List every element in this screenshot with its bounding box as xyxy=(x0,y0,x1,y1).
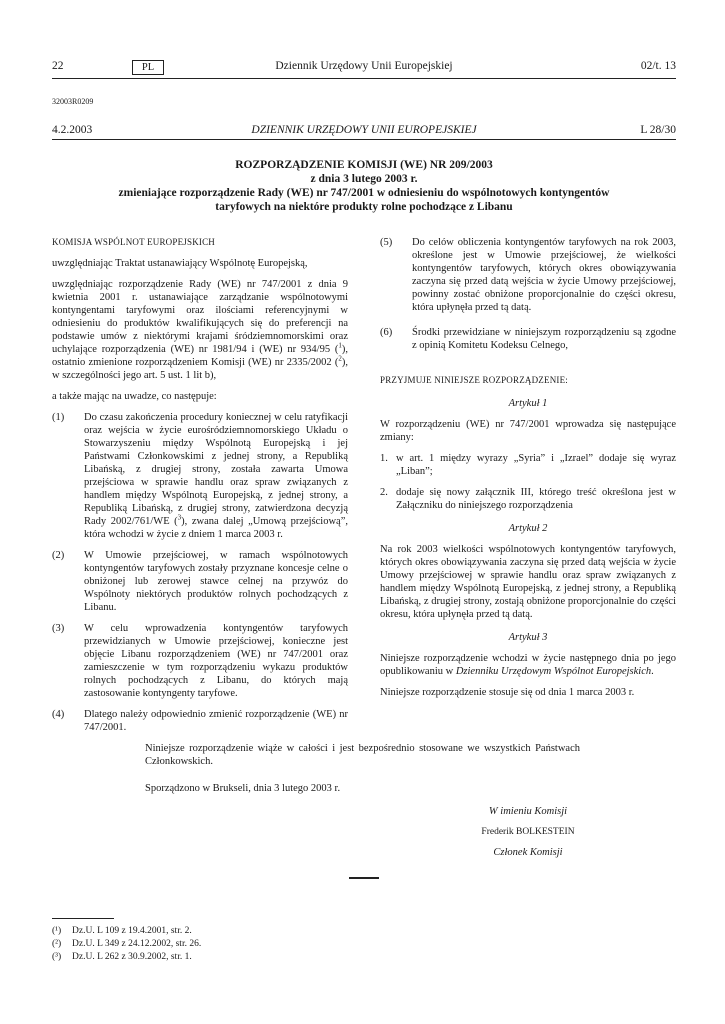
footnote-mark: (²) xyxy=(52,939,62,949)
footnote-rule xyxy=(52,918,114,919)
title-line-2: z dnia 3 lutego 2003 r. xyxy=(310,173,418,185)
footnote-2 xyxy=(52,938,201,951)
recital-number: (6) xyxy=(380,327,393,338)
original-header-rule xyxy=(52,139,676,140)
point-number: 2. xyxy=(380,487,388,498)
having-regard-treaty: uwzględniając Traktat ustanawiający Wspólnotę Europejską, xyxy=(52,258,308,269)
institution: KOMISJA WSPÓLNOT EUROPEJSKICH xyxy=(52,237,215,247)
left-column xyxy=(52,236,348,742)
footnote-text: Dz.U. L 109 z 19.4.2001, str. 2. xyxy=(72,926,192,936)
article-2-title: Artykuł 2 xyxy=(508,523,548,534)
title-line-4: taryfowych na niektóre produkty rolne pochodzące z Libanu xyxy=(215,201,513,213)
for-commission: W imieniu Komisji xyxy=(488,806,568,817)
article-1-title: Artykuł 1 xyxy=(508,398,548,409)
recital-number: (2) xyxy=(52,550,65,561)
recital-number: (3) xyxy=(52,623,65,634)
recital-text: Dlatego należy odpowiednio zmienić rozporządzenie (WE) nr 747/2001. xyxy=(84,709,348,733)
recital-text: Do celów obliczenia kontyngentów taryfowych na rok 2003, określone jest w Umowie przejściowej, że wielkości kontyngentów taryfowych, których okres obowiązywania zaczyna się przed datą wejścia w życie Umowy przejściowej, powinny zostać obniżone proporcjonalnie do części okresu, która upłynęła przed tą datą. xyxy=(412,237,676,313)
article-3-text-b: . xyxy=(651,666,654,677)
point-text: w art. 1 między wyrazy „Syria” i „Izrael” dodaje się wyraz „Liban”; xyxy=(396,453,676,477)
having-regard-text-mid: , ostatnio zmienione rozporządzeniem Komisji (WE) nr 2335/2002 xyxy=(52,344,349,368)
recital-5 xyxy=(380,236,676,314)
journal-title: Dziennik Urzędowy Unii Europejskiej xyxy=(275,60,453,72)
right-column xyxy=(380,236,676,707)
page-header xyxy=(52,60,676,74)
having-regard-text-end: , w szczególności jego art. 5 ust. 1 lit b), xyxy=(52,357,349,381)
footnote-mark: (¹) xyxy=(52,926,62,936)
footnote-ref-1: 1 xyxy=(338,341,342,350)
recital-text: Środki przewidziane w niniejszym rozporządzeniu są zgodne z opinią Komitetu Kodeksu Celnego, xyxy=(412,327,676,351)
article-3-journal: Dzienniku Urzędowym Wspólnot Europejskich xyxy=(455,666,652,677)
having-regard-regulation: uwzględniając rozporządzenie Rady (WE) nr 747/2001 z dnia 9 kwietnia 2001 r. ustanawiające zarządzanie wspólnotowymi kontyngentami taryfowymi oraz ilościami referencyjnymi w odniesieniu do produktów kwalifikujących się do preferencji na podstawie umów z niektórymi krajami śródziemnomorskimi oraz uchylające rozporządzenia (WE) nr 1981/94 i (WE) nr 934/95 ($^1$), ostatnio zmienione rozporządzeniem Komisji (WE) nr 2335/2002 ($^2$), w szczególności jego art. 5 ust. 1 lit b), xyxy=(52,279,349,381)
footnote-ref-3: 3 xyxy=(177,513,182,522)
original-ref: L 28/30 xyxy=(640,124,676,136)
recital-text-end: , zwana dalej „Umową przejściową”, która wchodzi w życie z dniem 1 marca 2003 r. xyxy=(84,516,349,540)
recital-number: (1) xyxy=(52,412,65,423)
article-1-intro: W rozporządzeniu (WE) nr 747/2001 wprowadza się następujące zmiany: xyxy=(380,419,676,443)
recital-text: W Umowie przejściowej, w ramach wspólnotowych kontyngentów taryfowych zostały przyznane koncesje celne o obniżonej lub zerowej stawce celnej na przywóz do Wspólnoty niektórych produktów rolnych pochodzących z Libanu. xyxy=(84,550,348,613)
recital-2 xyxy=(52,549,348,614)
footnote-text: Dz.U. L 349 z 24.12.2002, str. 26. xyxy=(72,939,202,949)
article-1-point-1 xyxy=(380,452,676,478)
signatory-role: Członek Komisji xyxy=(493,847,563,858)
point-number: 1. xyxy=(380,453,388,464)
original-journal: DZIENNIK URZĘDOWY UNII EUROPEJSKIEJ xyxy=(251,124,477,136)
recital-number: (4) xyxy=(52,709,65,720)
footnote-text: Dz.U. L 262 z 30.9.2002, str. 1. xyxy=(72,952,192,962)
regulation-title xyxy=(52,158,676,214)
whereas-intro: a także mając na uwadze, co następuje: xyxy=(52,391,217,402)
end-mark xyxy=(349,877,379,879)
celex-number: 32003R0209 xyxy=(52,97,94,106)
footnote-mark: (³) xyxy=(52,952,62,962)
having-regard-text: uwzględniając rozporządzenie Rady (WE) nr 747/2001 z dnia 9 kwietnia 2001 r. ustanawiające zarządzanie wspólnotowymi kontyngentami taryfowymi oraz ilościami referencyjnymi w odniesieniu do produktów kwalifikujących się do preferencji na podstawie umów z niektórymi krajami śródziemnomorskimi oraz uchylające rozporządzenia (WE) nr 1981/94 i (WE) nr 934/95 xyxy=(52,279,348,355)
article-3-text-2: Niniejsze rozporządzenie stosuje się od dnia 1 marca 2003 r. xyxy=(380,687,635,698)
footnote-ref-2: 2 xyxy=(338,354,342,363)
article-3-title: Artykuł 3 xyxy=(508,632,548,643)
title-line-3: zmieniające rozporządzenie Rady (WE) nr 747/2001 w odniesieniu do wspólnotowych kontyngentów xyxy=(118,187,610,199)
page-number: 22 xyxy=(52,60,64,72)
point-text: dodaje się nowy załącznik III, którego treść określona jest w Załączniku do niniejszego rozporządzenia xyxy=(396,487,676,511)
recital-1: (1) Do czasu zakończenia procedury koniecznej w celu ratyfikacji oraz wejścia w życie eurośródziemnomorskiego Układu o Stowarzyszeniu między Wspólnotą Europejską i jej Państwami Członkowskimi z jednej strony, a Republiką Libańską, z drugiej strony, została zawarta Umowa przejściowa w sprawie handlu oraz spraw związanych z handlem między Wspólnotą Europejską, z jednej strony, a Republiką Libańską, z drugiej strony, zatwierdzona decyzją Rady 2002/761/WE ($^3$), zwana dalej „Umową przejściową”, która wchodzi w życie z dniem 1 marca 2003 r. xyxy=(52,412,349,540)
issue-number: 02/t. 13 xyxy=(640,60,676,72)
footnote-1 xyxy=(52,925,192,938)
adopts-statement: PRZYJMUJE NINIEJSZE ROZPORZĄDZENIE: xyxy=(380,375,568,385)
article-3-text xyxy=(380,652,676,678)
original-date: 4.2.2003 xyxy=(52,124,93,136)
recital-text: Do czasu zakończenia procedury koniecznej w celu ratyfikacji oraz wejścia w życie eurośródziemnomorskiego Układu o Stowarzyszeniu między Wspólnotą Europejską i jej Państwami Członkowskimi z jednej strony, a Republiką Libańską, z drugiej strony, została zawarta Umowa przejściowa w sprawie handlu oraz spraw związanych z handlem między Wspólnotą Europejską, z jednej strony, a Republiką Libańską, z drugiej strony, zatwierdzona decyzją Rady 2002/761/WE xyxy=(84,412,348,527)
recital-6 xyxy=(380,326,676,352)
language-badge: PL xyxy=(132,60,164,75)
binding-clause: Niniejsze rozporządzenie wiąże w całości i jest bezpośrednio stosowane we wszystkich Państwach Członkowskich. xyxy=(145,743,580,767)
footnote-3 xyxy=(52,951,192,964)
recital-text: W celu wprowadzenia kontyngentów taryfowych przewidzianych w Umowie przejściowej, konieczne jest objęcie Libanu rozporządzeniem (WE) nr 747/2001 oraz zamieszczenie w tym rozporządzeniu wykazu produktów rolnych pochodzących z Libanu, do których mają zastosowanie kontyngenty taryfowe. xyxy=(84,623,348,699)
article-2-text: Na rok 2003 wielkości wspólnotowych kontyngentów taryfowych, których okres obowiązywania zaczyna się przed datą wejścia w życie Umowy przejściowej w sprawie handlu oraz spraw związanych z handlem między Wspólnotą Europejską, z jednej strony, a Republiką Libańską, z drugiej strony, zostają obniżone proporcjonalnie do części okresu, która upłynęła przed tą datą. xyxy=(380,544,676,620)
title-line-1: ROZPORZĄDZENIE KOMISJI (WE) NR 209/2003 xyxy=(235,159,493,171)
original-header xyxy=(52,124,676,138)
recital-3 xyxy=(52,622,348,700)
recital-4 xyxy=(52,708,348,734)
signatory-name: Frederik BOLKESTEIN xyxy=(481,827,575,837)
recital-number: (5) xyxy=(380,237,393,248)
done-at: Sporządzono w Brukseli, dnia 3 lutego 2003 r. xyxy=(145,783,341,794)
header-rule xyxy=(52,78,676,79)
article-3-text-a: Niniejsze rozporządzenie wchodzi w życie następnego dnia po jego opublikowaniu w xyxy=(380,653,676,677)
article-1-point-2 xyxy=(380,486,676,512)
